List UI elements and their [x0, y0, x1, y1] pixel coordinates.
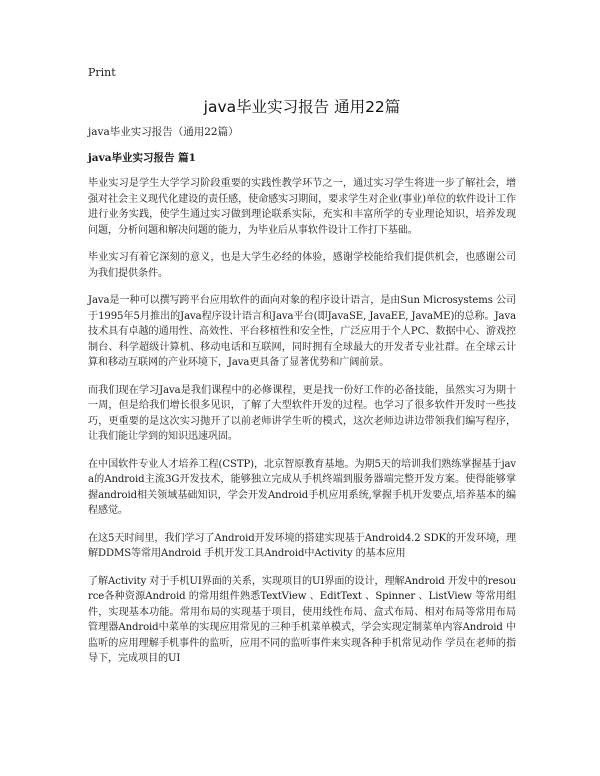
document-title: java毕业实习报告 通用22篇: [203, 98, 401, 116]
document-subtitle: java毕业实习报告（通用22篇）: [88, 126, 239, 138]
paragraph-6: 在这5天时间里，我们学习了Android开发环境的搭建实现基于Android4.2 SDK的开发环境，理解DDMS等常用Android 手机开发工具Android中Activity 的基本应用: [88, 532, 516, 559]
paragraph-7: 了解Activity 对于手机UI界面的关系，实现项目的UI界面的设计，理解Android 开发中的resource各种资源Android 的常用组件熟悉TextView 、EditText 、Spinner 、ListView 等常用组件，实现基本功能。常用布局的实现基于项目，使用线性布局、盒式布局、相对布局等常用布局管理器Android中菜单的实现应用常见的三种手机菜单模式，学会实现定制菜单内容Android 中监听的应用理解手机事件的监听，应用不同的监听事件来实现各种手机常见动作 学员在老师的指导下，完成项目的UI: [88, 575, 516, 664]
print-label: Print: [88, 66, 116, 79]
paragraph-3: Java是一种可以撰写跨平台应用软件的面向对象的程序设计语言，是由Sun Microsystems 公司于1995年5月推出的Java程序设计语言和Java平台(即JavaSE, JavaEE, JavaME)的总称。Java 技术具有卓越的通用性、高效性、平台移植性和安全性，广泛应用于个人PC、数据中心、游戏控制台、科学超级计算机、移动电话和互联网，同时拥有全球最大的开发者专业社群。在全球云计算和移动互联网的产业环境下，Java更具备了显著优势和广阔前景。: [88, 295, 516, 368]
document-page: [88, 66, 516, 667]
section-heading: java毕业实习报告 篇1: [88, 152, 196, 164]
paragraph-5: 在中国软件专业人才培养工程(CSTP)，北京智原教育基地。为期5天的培训我们熟练掌握基于java的Android主流3G开发技术，能够独立完成从手机终端到服务器端完整开发方案。使得能够掌握android相关领域基础知识，学会开发Android手机应用系统,掌握手机开发要点,培养基本的编程感觉。: [88, 458, 516, 516]
paragraph-2: 毕业实习有着它深刻的意义，也是大学生必经的体验，感谢学校能给我们提供机会，也感谢公司为我们提供条件。: [88, 252, 516, 279]
paragraph-4: 而我们现在学习Java是我们课程中的必修课程，更是找一份好工作的必备技能，虽然实习为期十一周，但是给我们增长很多见识，了解了大型软件开发的过程。也学习了很多软件开发时一些技巧，更重要的是这次实习抛开了以前老师讲学生听的模式，这次老师边讲边带领我们编写程序，让我们能让学到的知识迅速巩固。: [88, 384, 516, 442]
paragraph-1: 毕业实习是学生大学学习阶段重要的实践性教学环节之一，通过实习学生将进一步了解社会，增强对社会主义现代化建设的责任感，使命感实习期间，要求学生对企业(事业)单位的软件设计工作进行业务实践，使学生通过实习做到理论联系实际，充实和丰富所学的专业理论知识，培养发现问题，分析问题和解决问题的能力，为毕业后从事软件设计工作打下基础。: [88, 178, 516, 236]
